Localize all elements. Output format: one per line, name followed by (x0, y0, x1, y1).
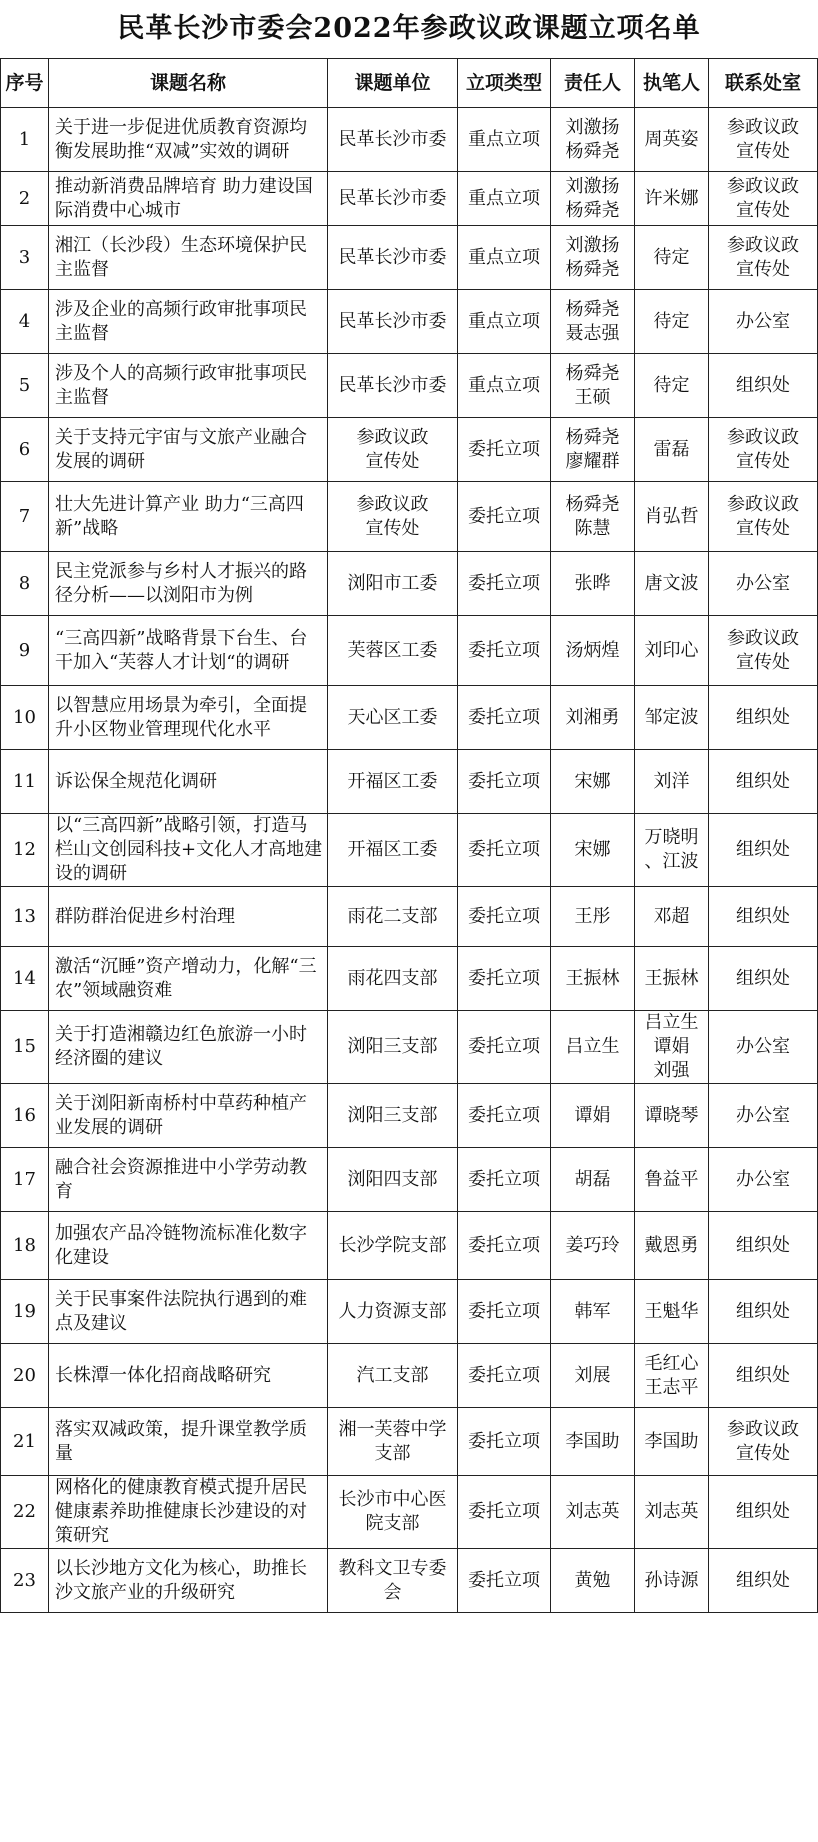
project-unit: 开福区工委 (328, 814, 458, 887)
project-name: 以智慧应用场景为牵引，全面提升小区物业管理现代化水平 (49, 686, 328, 750)
project-name: 长株潭一体化招商战略研究 (49, 1344, 328, 1408)
project-name: 以长沙地方文化为核心，助推长沙文旅产业的升级研究 (49, 1549, 328, 1613)
responsible-person: 宋娜 (551, 750, 635, 814)
responsible-person: 刘湘勇 (551, 686, 635, 750)
project-name: 诉讼保全规范化调研 (49, 750, 328, 814)
responsible-person: 王彤 (551, 887, 635, 947)
table-row (1, 616, 818, 686)
row-number: 7 (1, 482, 49, 552)
project-name: 关于进一步促进优质教育资源均衡发展助推“双减”实效的调研 (49, 108, 328, 172)
contact-office: 组织处 (709, 354, 818, 418)
responsible-person: 刘激扬 杨舜尧 (551, 108, 635, 172)
contact-office: 参政议政 宣传处 (709, 616, 818, 686)
contact-office: 组织处 (709, 1280, 818, 1344)
row-number: 17 (1, 1148, 49, 1212)
responsible-person: 姜巧玲 (551, 1212, 635, 1280)
table-row (1, 1280, 818, 1344)
table-row (1, 1408, 818, 1476)
project-name: 关于支持元宇宙与文旅产业融合发展的调研 (49, 418, 328, 482)
project-name: 网格化的健康教育模式提升居民健康素养助推健康长沙建设的对策研究 (49, 1476, 328, 1549)
project-name: 落实双减政策，提升课堂教学质量 (49, 1408, 328, 1476)
responsible-person: 杨舜尧 王硕 (551, 354, 635, 418)
project-unit: 浏阳四支部 (328, 1148, 458, 1212)
contact-office: 参政议政 宣传处 (709, 482, 818, 552)
responsible-person: 张晔 (551, 552, 635, 616)
project-name: 激活“沉睡”资产增动力，化解“三农”领域融资难 (49, 947, 328, 1011)
row-number: 19 (1, 1280, 49, 1344)
project-type: 委托立项 (458, 482, 551, 552)
writer: 李国助 (635, 1408, 709, 1476)
writer: 邓超 (635, 887, 709, 947)
project-unit: 雨花四支部 (328, 947, 458, 1011)
contact-office: 办公室 (709, 552, 818, 616)
project-type: 委托立项 (458, 750, 551, 814)
contact-office: 组织处 (709, 814, 818, 887)
table-row (1, 814, 818, 887)
writer: 肖弘哲 (635, 482, 709, 552)
responsible-person: 杨舜尧 廖耀群 (551, 418, 635, 482)
writer: 待定 (635, 354, 709, 418)
project-unit: 芙蓉区工委 (328, 616, 458, 686)
writer: 孙诗源 (635, 1549, 709, 1613)
project-type: 委托立项 (458, 1476, 551, 1549)
table-header-row (1, 59, 818, 108)
header-cell: 责任人 (551, 59, 635, 108)
project-unit: 浏阳三支部 (328, 1011, 458, 1084)
table-row (1, 947, 818, 1011)
project-unit: 民革长沙市委 (328, 172, 458, 226)
project-unit: 浏阳三支部 (328, 1084, 458, 1148)
project-name: 推动新消费品牌培育 助力建设国际消费中心城市 (49, 172, 328, 226)
header-cell: 立项类型 (458, 59, 551, 108)
project-unit: 开福区工委 (328, 750, 458, 814)
contact-office: 组织处 (709, 947, 818, 1011)
project-type: 委托立项 (458, 814, 551, 887)
row-number: 1 (1, 108, 49, 172)
header-cell: 课题名称 (49, 59, 328, 108)
table-row (1, 290, 818, 354)
writer: 刘印心 (635, 616, 709, 686)
row-number: 14 (1, 947, 49, 1011)
project-name: 加强农产品冷链物流标准化数字化建设 (49, 1212, 328, 1280)
project-unit: 民革长沙市委 (328, 354, 458, 418)
table-row (1, 172, 818, 226)
project-unit: 湘一芙蓉中学 支部 (328, 1408, 458, 1476)
table-row (1, 354, 818, 418)
writer: 周英姿 (635, 108, 709, 172)
contact-office: 办公室 (709, 1148, 818, 1212)
row-number: 4 (1, 290, 49, 354)
responsible-person: 杨舜尧 聂志强 (551, 290, 635, 354)
table-row (1, 1212, 818, 1280)
project-unit: 雨花二支部 (328, 887, 458, 947)
project-unit: 参政议政 宣传处 (328, 418, 458, 482)
row-number: 20 (1, 1344, 49, 1408)
project-name: 涉及个人的高频行政审批事项民主监督 (49, 354, 328, 418)
project-name: 融合社会资源推进中小学劳动教育 (49, 1148, 328, 1212)
row-number: 2 (1, 172, 49, 226)
project-type: 重点立项 (458, 172, 551, 226)
table-row (1, 1148, 818, 1212)
writer: 许米娜 (635, 172, 709, 226)
writer: 邹定波 (635, 686, 709, 750)
responsible-person: 吕立生 (551, 1011, 635, 1084)
writer: 刘洋 (635, 750, 709, 814)
project-unit: 民革长沙市委 (328, 108, 458, 172)
table-row (1, 1011, 818, 1084)
project-type: 委托立项 (458, 552, 551, 616)
project-name: 关于打造湘赣边红色旅游一小时经济圈的建议 (49, 1011, 328, 1084)
project-name: 以“三高四新”战略引领，打造马栏山文创园科技+文化人才高地建设的调研 (49, 814, 328, 887)
header-cell: 课题单位 (328, 59, 458, 108)
header-cell: 执笔人 (635, 59, 709, 108)
responsible-person: 汤炳煌 (551, 616, 635, 686)
project-type: 委托立项 (458, 1148, 551, 1212)
project-unit: 教科文卫专委 会 (328, 1549, 458, 1613)
row-number: 11 (1, 750, 49, 814)
project-type: 委托立项 (458, 1344, 551, 1408)
table-row (1, 1549, 818, 1613)
project-type: 委托立项 (458, 887, 551, 947)
contact-office: 组织处 (709, 686, 818, 750)
table-row (1, 1476, 818, 1549)
writer: 雷磊 (635, 418, 709, 482)
responsible-person: 刘激扬 杨舜尧 (551, 226, 635, 290)
project-name: 民主党派参与乡村人才振兴的路径分析——以浏阳市为例 (49, 552, 328, 616)
writer: 戴恩勇 (635, 1212, 709, 1280)
header-cell: 联系处室 (709, 59, 818, 108)
writer: 待定 (635, 290, 709, 354)
contact-office: 参政议政 宣传处 (709, 1408, 818, 1476)
project-type: 重点立项 (458, 108, 551, 172)
contact-office: 参政议政 宣传处 (709, 226, 818, 290)
writer: 谭晓琴 (635, 1084, 709, 1148)
row-number: 3 (1, 226, 49, 290)
contact-office: 办公室 (709, 290, 818, 354)
contact-office: 组织处 (709, 750, 818, 814)
project-name: 壮大先进计算产业 助力“三高四新”战略 (49, 482, 328, 552)
project-name: 湘江（长沙段）生态环境保护民主监督 (49, 226, 328, 290)
responsible-person: 宋娜 (551, 814, 635, 887)
responsible-person: 谭娟 (551, 1084, 635, 1148)
responsible-person: 胡磊 (551, 1148, 635, 1212)
responsible-person: 韩军 (551, 1280, 635, 1344)
responsible-person: 王振林 (551, 947, 635, 1011)
contact-office: 办公室 (709, 1011, 818, 1084)
contact-office: 组织处 (709, 887, 818, 947)
writer: 待定 (635, 226, 709, 290)
row-number: 23 (1, 1549, 49, 1613)
project-unit: 汽工支部 (328, 1344, 458, 1408)
row-number: 15 (1, 1011, 49, 1084)
table-row (1, 482, 818, 552)
project-name: 关于浏阳新南桥村中草药种植产业发展的调研 (49, 1084, 328, 1148)
responsible-person: 刘志英 (551, 1476, 635, 1549)
writer: 鲁益平 (635, 1148, 709, 1212)
project-type: 委托立项 (458, 1084, 551, 1148)
row-number: 22 (1, 1476, 49, 1549)
row-number: 16 (1, 1084, 49, 1148)
table-row (1, 887, 818, 947)
contact-office: 参政议政 宣传处 (709, 418, 818, 482)
project-type: 重点立项 (458, 290, 551, 354)
project-unit: 民革长沙市委 (328, 290, 458, 354)
writer: 万晓明 、江波 (635, 814, 709, 887)
writer: 唐文波 (635, 552, 709, 616)
row-number: 13 (1, 887, 49, 947)
project-type: 委托立项 (458, 418, 551, 482)
table-row (1, 1084, 818, 1148)
writer: 王魁华 (635, 1280, 709, 1344)
writer: 王振林 (635, 947, 709, 1011)
project-name: “三高四新”战略背景下台生、台干加入“芙蓉人才计划“的调研 (49, 616, 328, 686)
project-type: 重点立项 (458, 354, 551, 418)
table-row (1, 552, 818, 616)
row-number: 12 (1, 814, 49, 887)
project-unit: 长沙学院支部 (328, 1212, 458, 1280)
table-row (1, 750, 818, 814)
row-number: 21 (1, 1408, 49, 1476)
responsible-person: 黄勉 (551, 1549, 635, 1613)
table-row (1, 418, 818, 482)
project-unit: 人力资源支部 (328, 1280, 458, 1344)
page-title: 民革长沙市委会2022年参政议政课题立项名单 (117, 13, 701, 44)
responsible-person: 刘激扬 杨舜尧 (551, 172, 635, 226)
table-row (1, 1344, 818, 1408)
project-unit: 浏阳市工委 (328, 552, 458, 616)
table-row (1, 686, 818, 750)
project-unit: 天心区工委 (328, 686, 458, 750)
project-type: 重点立项 (458, 226, 551, 290)
project-name: 涉及企业的高频行政审批事项民主监督 (49, 290, 328, 354)
project-unit: 长沙市中心医 院支部 (328, 1476, 458, 1549)
contact-office: 组织处 (709, 1344, 818, 1408)
writer: 吕立生 谭娟 刘强 (635, 1011, 709, 1084)
table-row (1, 226, 818, 290)
project-unit: 参政议政 宣传处 (328, 482, 458, 552)
project-type: 委托立项 (458, 1212, 551, 1280)
contact-office: 参政议政 宣传处 (709, 108, 818, 172)
project-type: 委托立项 (458, 1549, 551, 1613)
project-name: 群防群治促进乡村治理 (49, 887, 328, 947)
responsible-person: 杨舜尧 陈慧 (551, 482, 635, 552)
writer: 刘志英 (635, 1476, 709, 1549)
project-type: 委托立项 (458, 686, 551, 750)
project-type: 委托立项 (458, 1408, 551, 1476)
contact-office: 组织处 (709, 1476, 818, 1549)
writer: 毛红心 王志平 (635, 1344, 709, 1408)
header-cell: 序号 (1, 59, 49, 108)
project-type: 委托立项 (458, 947, 551, 1011)
project-list-table (0, 58, 818, 1613)
row-number: 5 (1, 354, 49, 418)
contact-office: 组织处 (709, 1212, 818, 1280)
table-row (1, 108, 818, 172)
contact-office: 参政议政 宣传处 (709, 172, 818, 226)
responsible-person: 李国助 (551, 1408, 635, 1476)
project-unit: 民革长沙市委 (328, 226, 458, 290)
project-type: 委托立项 (458, 616, 551, 686)
contact-office: 组织处 (709, 1549, 818, 1613)
row-number: 6 (1, 418, 49, 482)
project-type: 委托立项 (458, 1011, 551, 1084)
row-number: 10 (1, 686, 49, 750)
row-number: 9 (1, 616, 49, 686)
responsible-person: 刘展 (551, 1344, 635, 1408)
project-type: 委托立项 (458, 1280, 551, 1344)
row-number: 18 (1, 1212, 49, 1280)
project-name: 关于民事案件法院执行遇到的难点及建议 (49, 1280, 328, 1344)
row-number: 8 (1, 552, 49, 616)
contact-office: 办公室 (709, 1084, 818, 1148)
